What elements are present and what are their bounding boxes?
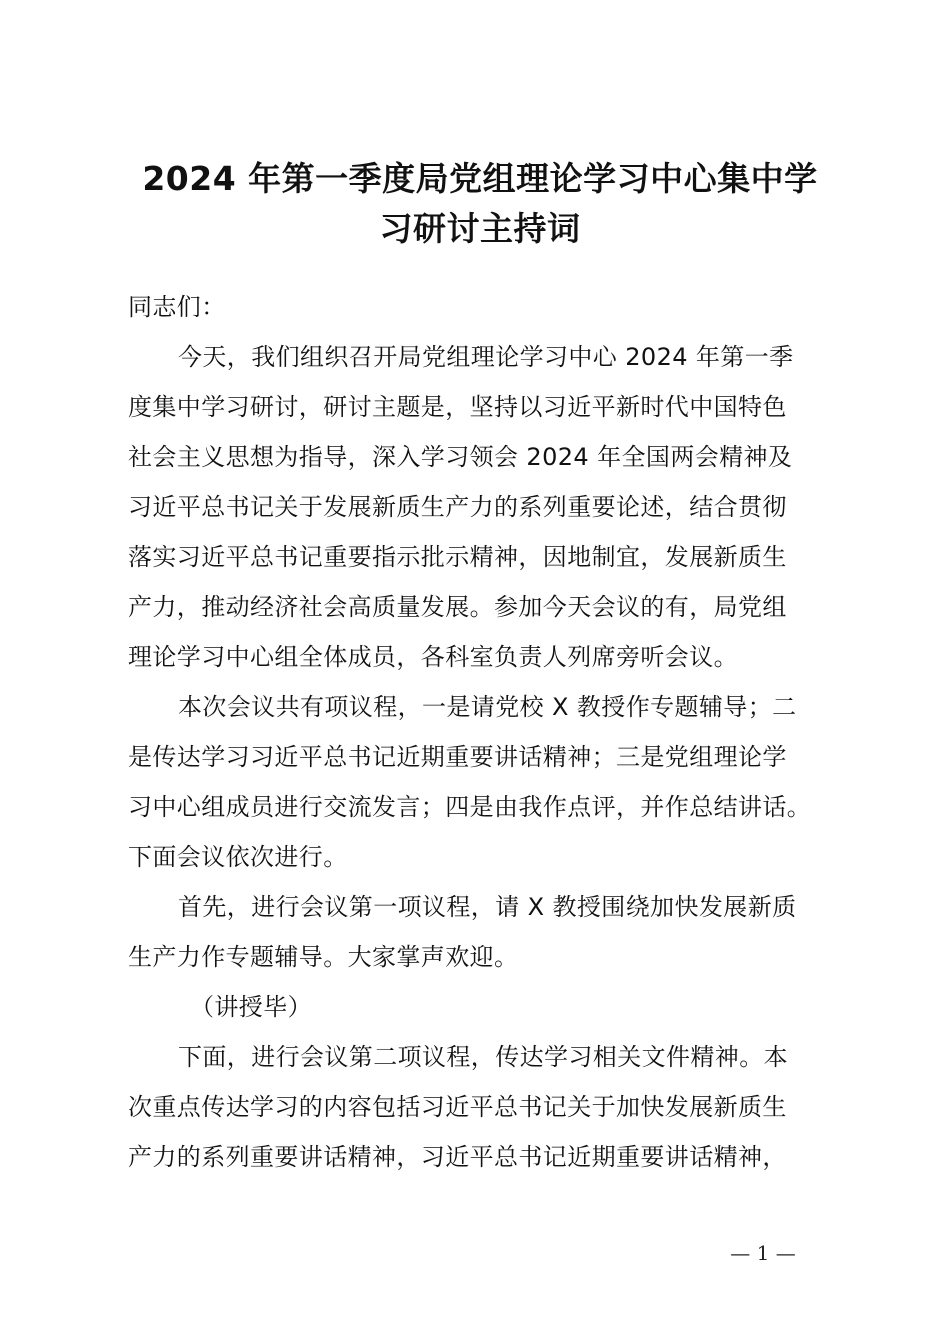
document-title-line-2: 习研讨主持词 — [379, 209, 581, 248]
body-line: 落实习近平总书记重要指示批示精神，因地制宜，发展新质生 — [128, 543, 787, 571]
body-line: 产力，推动经济社会高质量发展。参加今天会议的有，局党组 — [128, 593, 787, 621]
body-line: 下面会议依次进行。 — [128, 843, 348, 871]
document-title-line-1: 2024 年第一季度局党组理论学习中心集中学 — [142, 159, 818, 198]
salutation: 同志们： — [128, 293, 226, 321]
document-body — [128, 282, 858, 1182]
body-line: 习中心组成员进行交流发言；四是由我作点评，并作总结讲话。 — [128, 793, 812, 821]
body-line: 生产力作专题辅导。大家掌声欢迎。 — [128, 943, 519, 971]
stage-direction: （讲授毕） — [190, 993, 312, 1021]
body-line: 是传达学习习近平总书记近期重要讲话精神；三是党组理论学 — [128, 743, 787, 771]
body-line: 本次会议共有项议程，一是请党校 X 教授作专题辅导；二 — [178, 693, 797, 721]
body-line: 习近平总书记关于发展新质生产力的系列重要论述，结合贯彻 — [128, 493, 787, 521]
body-line: 首先，进行会议第一项议程，请 X 教授围绕加快发展新质 — [178, 893, 797, 921]
body-line: 度集中学习研讨，研讨主题是，坚持以习近平新时代中国特色 — [128, 393, 787, 421]
body-line: 次重点传达学习的内容包括习近平总书记关于加快发展新质生 — [128, 1093, 787, 1121]
body-line: 下面，进行会议第二项议程，传达学习相关文件精神。本 — [178, 1043, 788, 1071]
page-number: — 1 — — [730, 1241, 796, 1265]
body-line: 社会主义思想为指导，深入学习领会 2024 年全国两会精神及 — [128, 443, 793, 471]
body-line: 今天，我们组织召开局党组理论学习中心 2024 年第一季 — [178, 343, 794, 371]
body-line: 理论学习中心组全体成员，各科室负责人列席旁听会议。 — [128, 643, 738, 671]
body-line: 产力的系列重要讲话精神，习近平总书记近期重要讲话精神， — [128, 1143, 787, 1171]
